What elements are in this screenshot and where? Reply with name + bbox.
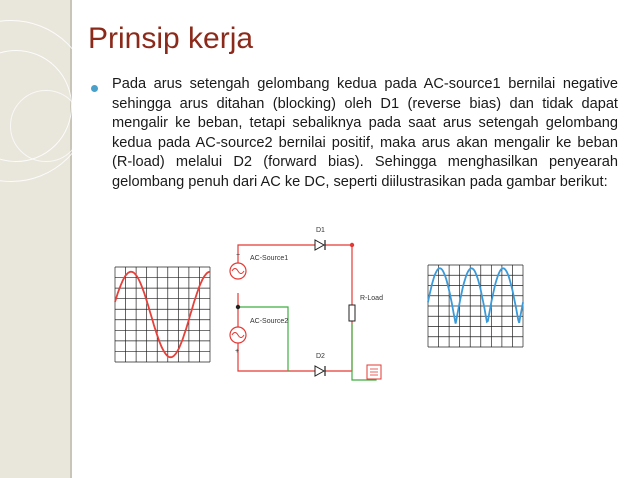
- node-top-right: [350, 243, 354, 247]
- probe-icon: [367, 365, 381, 379]
- slide-title: Prinsip kerja: [88, 22, 254, 55]
- wire-top: [325, 245, 352, 305]
- diode-d2: [315, 353, 325, 376]
- label-minus: −: [236, 252, 241, 259]
- ac-source2: [230, 318, 288, 355]
- output-waveform-panel: [428, 265, 523, 347]
- decorative-circle: [10, 90, 82, 162]
- label-ac-source1: AC-Source1: [250, 255, 289, 262]
- full-wave-rectifier-figure: [110, 215, 530, 400]
- label-d1: D1: [316, 227, 325, 234]
- wire-top: [238, 293, 315, 371]
- bullet-text: Pada arus setengah gelombang kedua pada AC-source1 bernilai negative sehingga arus ditahan (blocking) oleh D1 (reverse bias) dan tidak dapat mengalir ke beban, tetapi sebaliknya pada saat arus setengah gelombang kedua pada AC-source2 bernilai positif, maka arus akan mengalir ke beban (R-load) melalui D2 (forward bias). Sehingga menghasilkan penyearah gelombang penuh dari AC ke DC, seperti diilustrasikan pada gambar berikut:: [112, 76, 618, 190]
- node-middle: [236, 305, 240, 309]
- label-rload: R-Load: [360, 295, 383, 302]
- label-ac-source2: AC-Source2: [250, 318, 289, 325]
- ac-source1: [230, 252, 288, 279]
- wire-top: [325, 317, 352, 371]
- label-plus: +: [235, 348, 240, 355]
- diode-d1: [315, 227, 325, 250]
- input-sine-wave: [115, 272, 210, 357]
- input-waveform-panel: [115, 267, 210, 362]
- bullet-icon: [91, 85, 98, 92]
- label-d2: D2: [316, 353, 325, 360]
- resistor-rload: [349, 295, 383, 321]
- rectifier-circuit: [230, 227, 383, 380]
